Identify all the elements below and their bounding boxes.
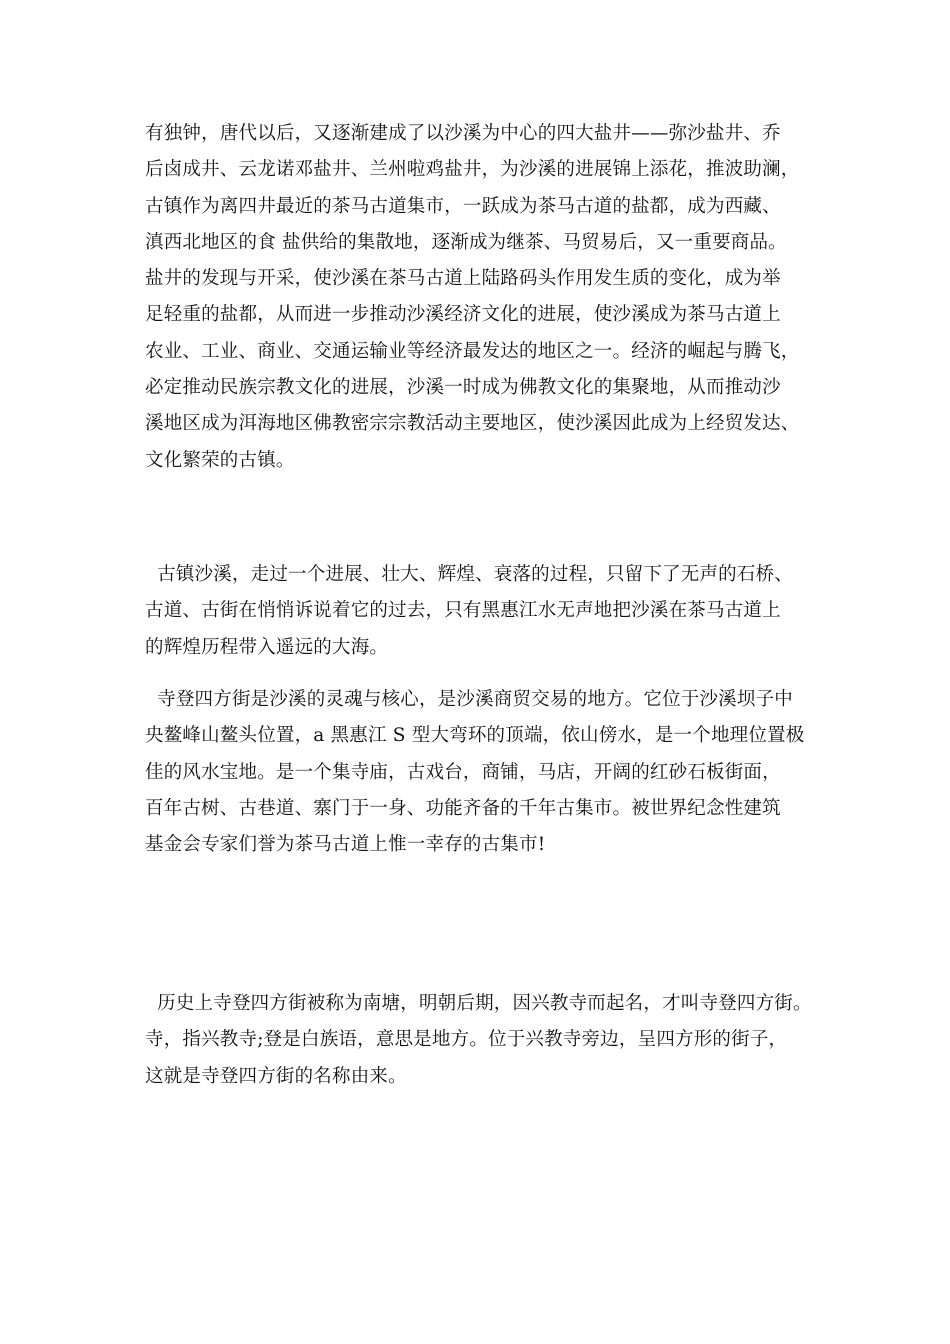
text-line: 古道、古街在悄悄诉说着它的过去，只有黑惠江水无声地把沙溪在茶马古道上	[145, 600, 781, 622]
text-line: 古镇作为离四井最近的茶马古道集市，一跃成为茶马古道的盐都，成为西藏、	[145, 195, 781, 217]
text-line: 历史上寺登四方街被称为南塘，明朝后期，因兴教寺而起名，才叫寺登四方街。	[145, 993, 812, 1014]
text-line: 佳的风水宝地。是一个集寺庙，古戏台，商铺，马店，开阔的红砂石板街面，	[145, 761, 781, 783]
text-line: 后卤成井、云龙诺邓盐井、兰州啦鸡盐井，为沙溪的进展锦上添花，推波助澜，	[145, 159, 800, 181]
text-line: 的辉煌历程带入遥远的大海。	[145, 636, 389, 658]
text-line: 这就是寺登四方街的名称由来。	[145, 1065, 407, 1087]
text-line: 农业、工业、商业、交通运输业等经济最发达的地区之一。经济的崛起与腾飞，	[145, 340, 800, 362]
text-line: 足轻重的盐都，从而进一步推动沙溪经济文化的进展，使沙溪成为茶马古道上	[145, 304, 781, 326]
text-line: 古镇沙溪，走过一个进展、壮大、辉煌、衰落的过程，只留下了无声的石桥、	[145, 564, 793, 585]
text-line: 百年古树、古巷道、寨门于一身、功能齐备的千年古集市。被世界纪念性建筑	[145, 797, 781, 819]
paragraph-sideng-square	[145, 682, 845, 863]
text-line: 基金会专家们誉为茶马古道上惟一幸存的古集市!	[145, 834, 546, 856]
text-line: 央鳌峰山鳌头位置，a 黑惠江 S 型大弯环的顶端，依山傍水，是一个地理位置极	[145, 725, 805, 747]
text-line: 有独钟，唐代以后，又逐渐建成了以沙溪为中心的四大盐井——弥沙盐井、乔	[145, 123, 781, 144]
text-line: 必定推动民族宗教文化的进展，沙溪一时成为佛教文化的集聚地，从而推动沙	[145, 377, 781, 399]
text-line: 文化繁荣的古镇。	[145, 449, 295, 471]
text-line: 滇西北地区的食 盐供给的集散地，逐渐成为继茶、马贸易后，又一重要商品。	[145, 231, 787, 253]
paragraph-name-origin	[145, 986, 845, 1095]
text-line: 寺，指兴教寺;登是白族语，意思是地方。位于兴教寺旁边，呈四方形的街子，	[145, 1029, 788, 1051]
paragraph-ancient-town	[145, 557, 845, 666]
paragraph-salt-wells	[145, 116, 845, 479]
text-line: 盐井的发现与开采，使沙溪在茶马古道上陆路码头作用发生质的变化，成为举	[145, 268, 781, 290]
text-line: 溪地区成为洱海地区佛教密宗宗教活动主要地区，使沙溪因此成为上经贸发达、	[145, 413, 800, 435]
text-line: 寺登四方街是沙溪的灵魂与核心，是沙溪商贸交易的地方。它位于沙溪坝子中	[145, 689, 793, 710]
